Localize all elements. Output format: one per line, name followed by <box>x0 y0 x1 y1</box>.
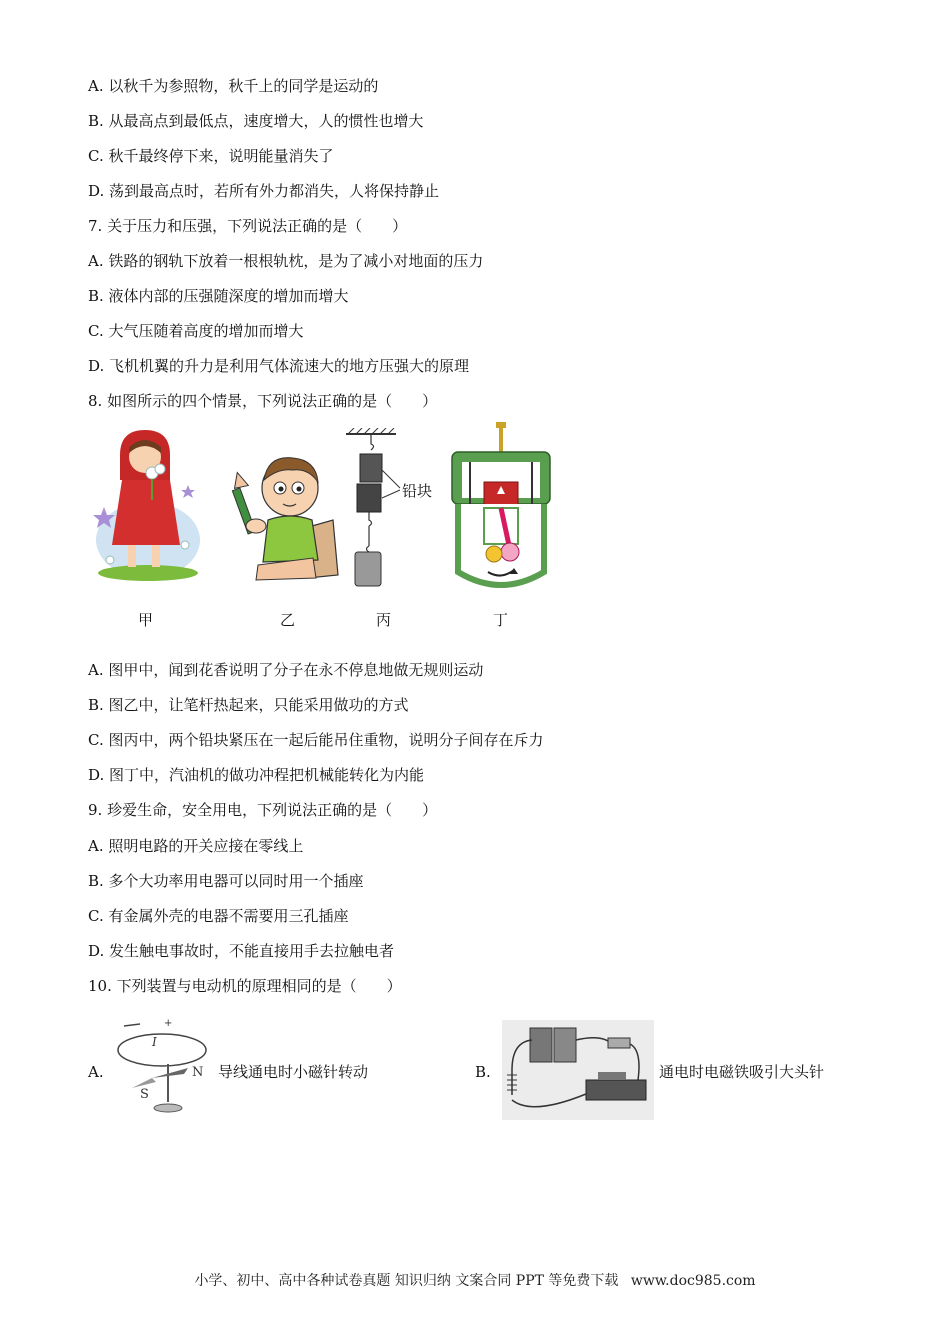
q7-option-c: C. 大气压随着高度的增加而增大 <box>88 322 304 340</box>
q7-option-a: A. 铁路的钢轨下放着一根根轨枕，是为了减小对地面的压力 <box>88 252 484 270</box>
q7-stem: 7. 关于压力和压强，下列说法正确的是（ ） <box>88 217 408 235</box>
q10-option-a-label: A. <box>88 1063 104 1081</box>
girl-smelling-flowers-figure <box>90 425 205 585</box>
q10-option-b-text: 通电时电磁铁吸引大头针 <box>659 1063 825 1081</box>
q9-option-c: C. 有金属外壳的电器不需要用三孔插座 <box>88 907 349 925</box>
n-pole-label: N <box>192 1065 204 1080</box>
figure-label-bing: 丙 <box>376 611 392 629</box>
q6-option-c: C. 秋千最终停下来，说明能量消失了 <box>88 147 334 165</box>
q8-option-d: D. 图丁中，汽油机的做功冲程把机械能转化为内能 <box>88 766 425 784</box>
footer-site[interactable]: www.doc985.com <box>630 1273 756 1289</box>
q10-option-b-label: B. <box>475 1063 491 1081</box>
q6-option-b: B. 从最高点到最低点，速度增大，人的惯性也增大 <box>88 112 424 130</box>
gasoline-engine-figure <box>448 422 554 592</box>
lead-blocks-figure <box>340 428 450 588</box>
current-label: I <box>152 1035 157 1049</box>
q8-option-c: C. 图丙中，两个铅块紧压在一起后能吊住重物，说明分子间存在斥力 <box>88 731 544 749</box>
q10-stem: 10. 下列装置与电动机的原理相同的是（ ） <box>88 977 402 995</box>
q7-option-d: D. 飞机机翼的升力是利用气体流速大的地方压强大的原理 <box>88 357 470 375</box>
plus-sign: + <box>164 1018 173 1029</box>
q9-option-a: A. 照明电路的开关应接在零线上 <box>88 837 304 855</box>
compass-needle-wire-figure <box>112 1016 212 1116</box>
footer-text: 小学、初中、高中各种试卷真题 知识归纳 文案合同 PPT 等免费下载 <box>194 1273 619 1289</box>
q10-option-a-text: 导线通电时小磁针转动 <box>218 1063 369 1081</box>
q9-option-b: B. 多个大功率用电器可以同时用一个插座 <box>88 872 364 890</box>
electromagnet-circuit-figure <box>502 1020 654 1120</box>
q8-stem: 8. 如图所示的四个情景，下列说法正确的是（ ） <box>88 392 438 410</box>
q7-option-b: B. 液体内部的压强随深度的增加而增大 <box>88 287 349 305</box>
q8-option-b: B. 图乙中，让笔杆热起来，只能采用做功的方式 <box>88 696 409 714</box>
q9-option-d: D. 发生触电事故时，不能直接用手去拉触电者 <box>88 942 395 960</box>
s-pole-label: S <box>140 1087 149 1102</box>
q9-stem: 9. 珍爱生命，安全用电，下列说法正确的是（ ） <box>88 801 438 819</box>
q6-option-a: A. 以秋千为参照物，秋千上的同学是运动的 <box>88 77 379 95</box>
figure-label-yi: 乙 <box>280 611 296 629</box>
figure-label-ding: 丁 <box>493 611 509 629</box>
q6-option-d: D. 荡到最高点时，若所有外力都消失，人将保持静止 <box>88 182 440 200</box>
q8-option-a: A. 图甲中，闻到花香说明了分子在永不停息地做无规则运动 <box>88 661 484 679</box>
figure-label-jia: 甲 <box>138 611 154 629</box>
page-footer <box>0 1270 950 1290</box>
boy-with-pencil-figure <box>228 450 343 585</box>
lead-block-label: 铅块 <box>402 482 433 500</box>
